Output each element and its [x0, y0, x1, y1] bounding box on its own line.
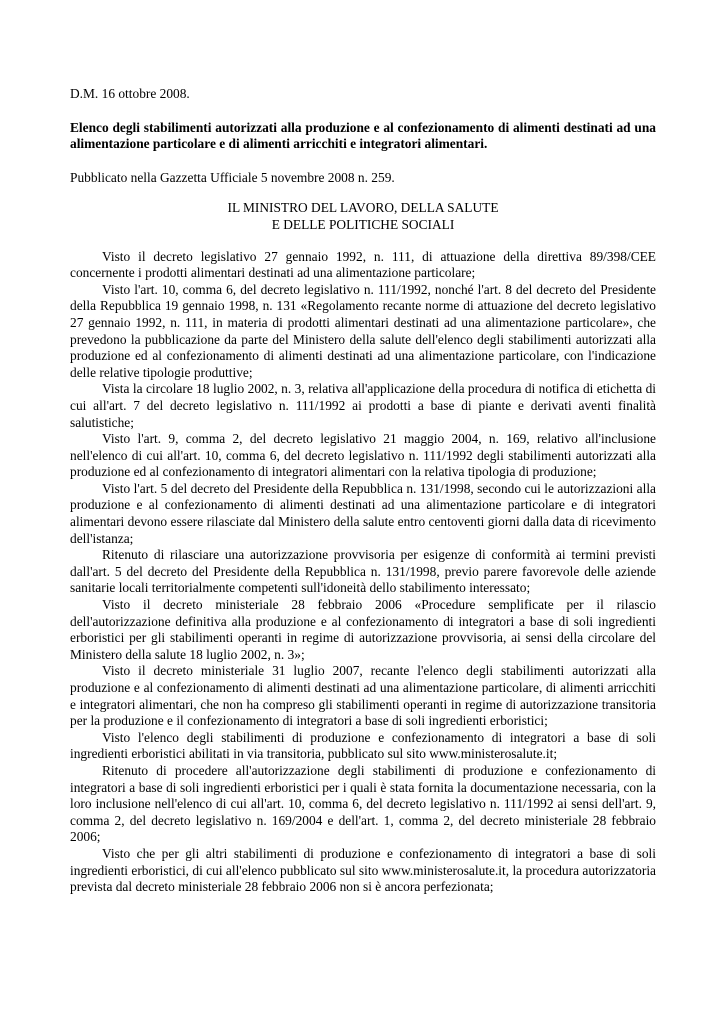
preamble-paragraph: Visto l'art. 5 del decreto del Presidente della Repubblica n. 131/1998, secondo cui le autorizzazioni alla produzione e al confezionamento di alimenti destinati ad una alimentazione particolare e di integratori alimentari devono essere rilasciate dal Ministero della salute entro centoventi giorni dalla data di ricevimento dell'istanza; [70, 480, 656, 546]
preamble-paragraph: Visto il decreto ministeriale 31 luglio 2007, recante l'elenco degli stabilimenti autorizzati alla produzione e al confezionamento di alimenti destinati ad una alimentazione particolare, di alimenti arricchiti e integratori alimentari, che non ha compreso gli stabilimenti operanti in regime di autorizzazione transitoria per la produzione e il confezionamento di integratori a base di soli ingredienti erboristici; [70, 663, 656, 729]
preamble-paragraph: Visto l'art. 9, comma 2, del decreto legislativo 21 maggio 2004, n. 169, relativo all'inclusione nell'elenco di cui all'art. 10, comma 6, del decreto legislativo n. 111/1992 degli stabilimenti autorizzati alla produzione ed al confezionamento di integratori alimentari con la relativa tipologia di produzione; [70, 431, 656, 480]
preamble-paragraph: Ritenuto di rilasciare una autorizzazione provvisoria per esigenze di conformità ai termini previsti dall'art. 5 del decreto del Presidente della Repubblica n. 131/1998, previo parere favorevole delle aziende sanitarie locali territorialmente competenti sull'idoneità dello stabilimento interessato; [70, 547, 656, 596]
preamble [70, 249, 656, 896]
minister-heading-line-1: IL MINISTRO DEL LAVORO, DELLA SALUTE [227, 200, 499, 216]
preamble-paragraph: Vista la circolare 18 luglio 2002, n. 3, relativa all'applicazione della procedura di notifica di etichetta di cui all'art. 7 del decreto legislativo n. 111/1992 ai prodotti a base di piante e derivati aventi finalità salutistiche; [70, 381, 656, 430]
preamble-paragraph: Visto il decreto ministeriale 28 febbraio 2006 «Procedure semplificate per il rilascio dell'autorizzazione definitiva alla produzione e al confezionamento di integratori a base di soli ingredienti erboristici per gli stabilimenti operanti in regime di autorizzazione provvisoria, ai sensi della circolare del Ministero della salute 18 luglio 2002, n. 3»; [70, 597, 656, 662]
minister-heading [70, 200, 656, 233]
document-page [70, 86, 656, 896]
preamble-paragraph: Ritenuto di procedere all'autorizzazione degli stabilimenti di produzione e confezionamento di integratori a base di soli ingredienti erboristici per i quali è stata fornita la documentazione necessaria, con la loro inclusione nell'elenco di cui all'art. 10, comma 6, del decreto legislativo n. 111/1992 ai sensi dell'art. 9, comma 2, del decreto legislativo n. 169/2004 e dell'art. 1, comma 2, del decreto ministeriale 28 febbraio 2006; [70, 762, 656, 845]
publication-note: Pubblicato nella Gazzetta Ufficiale 5 novembre 2008 n. 259. [70, 169, 395, 185]
minister-heading-line-2: E DELLE POLITICHE SOCIALI [271, 216, 455, 232]
preamble-paragraph: Visto il decreto legislativo 27 gennaio 1992, n. 111, di attuazione della direttiva 89/398/CEE concernente i prodotti alimentari destinati ad una alimentazione particolare; [70, 248, 656, 281]
preamble-paragraph: Visto l'art. 10, comma 6, del decreto legislativo n. 111/1992, nonché l'art. 8 del decreto del Presidente della Repubblica 19 gennaio 1998, n. 131 «Regolamento recante norme di attuazione del decreto legislativo 27 gennaio 1992, n. 111, in materia di prodotti alimentari destinati ad una alimentazione particolare», che prevedono la pubblicazione da parte del Ministero della salute dell'elenco degli stabilimenti autorizzati alla produzione ed al confezionamento di alimenti destinati ad una alimentazione particolare, con l'indicazione delle relative tipologie produttive; [70, 281, 656, 380]
preamble-paragraph: Visto che per gli altri stabilimenti di produzione e confezionamento di integratori a base di soli ingredienti erboristici, di cui all'elenco pubblicato sul sito www.ministerosalute.it, la procedura autorizzatoria prevista dal decreto ministeriale 28 febbraio 2006 non si è ancora perfezionata; [70, 845, 656, 895]
decree-date: D.M. 16 ottobre 2008. [70, 86, 190, 101]
document-title: Elenco degli stabilimenti autorizzati alla produzione e al confezionamento di alimenti destinati ad una alimentazione particolare e di alimenti arricchiti e integratori alimentari. [70, 119, 656, 152]
preamble-paragraph: Visto l'elenco degli stabilimenti di produzione e confezionamento di integratori a base di soli ingredienti erboristici abilitati in via transitoria, pubblicato sul sito www.ministerosalute.it; [70, 729, 656, 762]
